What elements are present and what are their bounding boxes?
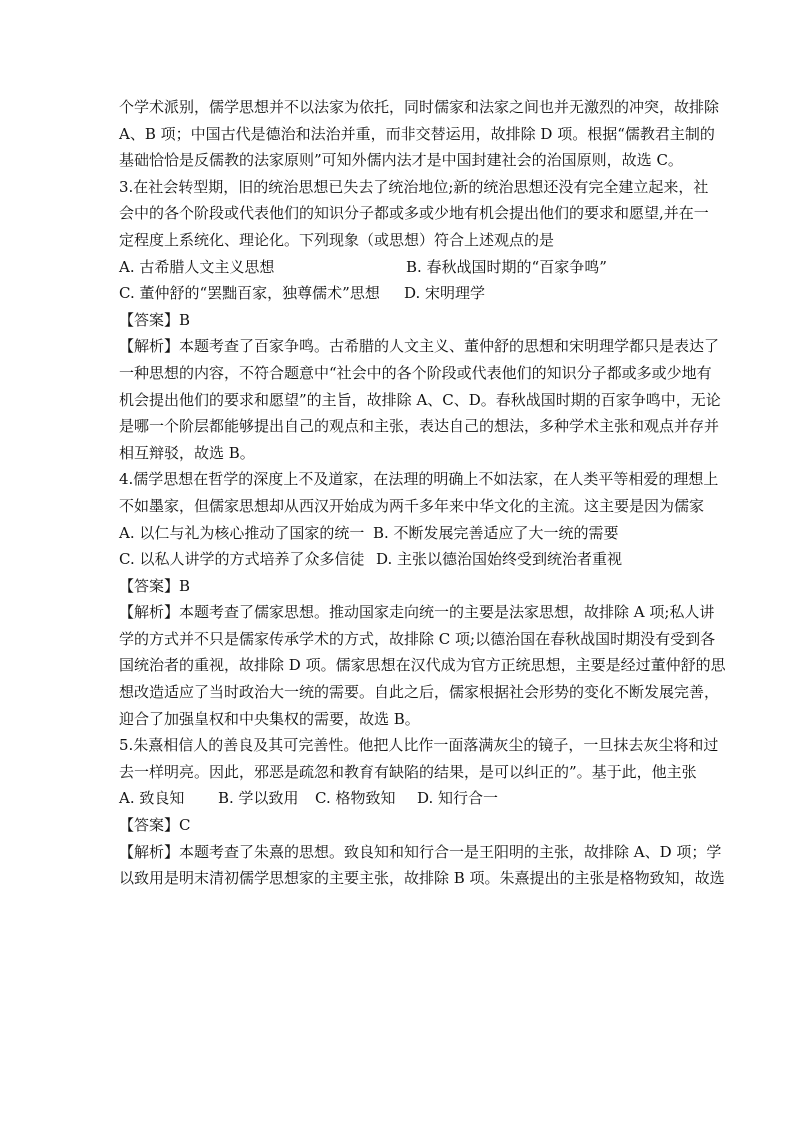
q5-option-c: C. 格物致知 [315,789,396,808]
q5-option-d: D. 知行合一 [417,789,499,808]
q5-answer: 【答案】C [119,816,191,835]
q3-options-row-1 [119,254,679,281]
prev-analysis-line-2: A、B 项；中国古代是德治和法治并重，而非交替运用，故排除 D 项。根据“儒教君主制的 [119,124,715,143]
prev-analysis-line-3: 基础恰恰是反儒教的法家原则”可知外儒内法才是中国封建社会的治国原则，故选 C。 [119,151,683,170]
q3-analysis-line-1: 【解析】本题考查了百家争鸣。古希腊的人文主义、董仲舒的思想和宋明理学都只是表达了 [119,337,720,356]
q4-answer: 【答案】B [119,576,191,595]
q5-stem-line-1: 5.朱熹相信人的善良及其可完善性。他把人比作一面落满灰尘的镜子，一旦抹去灰尘将和过 [119,736,719,755]
q4-analysis-line-1: 【解析】本题考查了儒家思想。推动国家走向统一的主要是法家思想，故排除 A 项;私人讲 [119,603,715,622]
q5-stem-line-2: 去一样明亮。因此，邪恶是疏忽和教育有缺陷的结果，是可以纠正的”。基于此，他主张 [119,762,697,781]
q4-options-row-1 [119,520,679,547]
q4-stem-line-1: 4.儒学思想在哲学的深度上不及道家，在法理的明确上不如法家，在人类平等相爱的理想上 [119,470,719,489]
q3-stem-line-3: 定程度上系统化、理论化。下列现象（或思想）符合上述观点的是 [119,230,555,249]
q5-analysis-line-1: 【解析】本题考查了朱熹的思想。致良知和知行合一是王阳明的主张，故排除 A、D 项；学 [119,842,722,861]
q4-option-a: A. 以仁与礼为核心推动了国家的统一 [119,523,365,542]
q4-analysis-line-3: 国统治者的重视，故排除 D 项。儒家思想在汉代成为官方正统思想，主要是经过董仲舒的思 [119,656,726,675]
q4-option-b: B. 不断发展完善适应了大一统的需要 [373,523,619,542]
q4-option-c: C. 以私人讲学的方式培养了众多信徒 [119,550,365,569]
q3-option-a: A. 古希腊人文主义思想 [119,257,275,276]
q5-option-a: A. 致良知 [119,789,185,808]
prev-analysis-line-1: 个学术派别，儒学思想并不以法家为依托，同时儒家和法家之间也并无激烈的冲突，故排除 [119,98,720,116]
q3-options-row-2 [119,280,679,307]
q3-option-d: D. 宋明理学 [404,284,486,303]
q5-options-row [119,785,679,812]
q4-option-d: D. 主张以德治国始终受到统治者重视 [376,550,623,569]
q5-option-b: B. 学以致用 [218,789,299,808]
q3-analysis-line-3: 机会提出他们的要求和愿望”的主旨，故排除 A、C、D。春秋战国时期的百家争鸣中，无论 [119,390,721,409]
q3-stem-line-1: 3.在社会转型期，旧的统治思想已失去了统治地位;新的统治思想还没有完全建立起来，社 [119,177,709,196]
q3-stem-line-2: 会中的各个阶段或代表他们的知识分子都或多或少地有机会提出他们的要求和愿望,并在一 [119,204,709,223]
document-content [119,94,726,892]
q3-analysis-line-2: 一种思想的内容，不符合题意中“社会中的各个阶段或代表他们的知识分子都或多或少地有 [119,363,712,382]
q3-analysis-line-5: 相互辩驳，故选 B。 [119,443,255,462]
q4-stem-line-2: 不如墨家，但儒家思想却从西汉开始成为两千多年来中华文化的主流。这主要是因为儒家 [119,496,705,515]
q5-analysis-line-2: 以致用是明末清初儒学思想家的主要主张，故排除 B 项。朱熹提出的主张是格物致知，故选 [119,869,725,888]
q4-options-row-2 [119,546,679,573]
q3-answer: 【答案】B [119,310,191,329]
q4-analysis-line-5: 迎合了加强皇权和中央集权的需要，故选 B。 [119,709,420,728]
q3-option-c: C. 董仲舒的“罢黜百家，独尊儒术”思想 [119,284,380,303]
q4-analysis-line-2: 学的方式并不只是儒家传承学术的方式，故排除 C 项;以德治国在春秋战国时期没有受到各 [119,629,716,648]
q3-analysis-line-4: 是哪一个阶层都能够提出自己的观点和主张，表达自己的想法，多种学术主张和观点并存并 [119,417,720,436]
q3-option-b: B. 春秋战国时期的“百家争鸣” [406,257,607,276]
q4-analysis-line-4: 想改造适应了当时政治大一统的需要。自此之后，儒家根据社会形势的变化不断发展完善， [119,683,720,702]
